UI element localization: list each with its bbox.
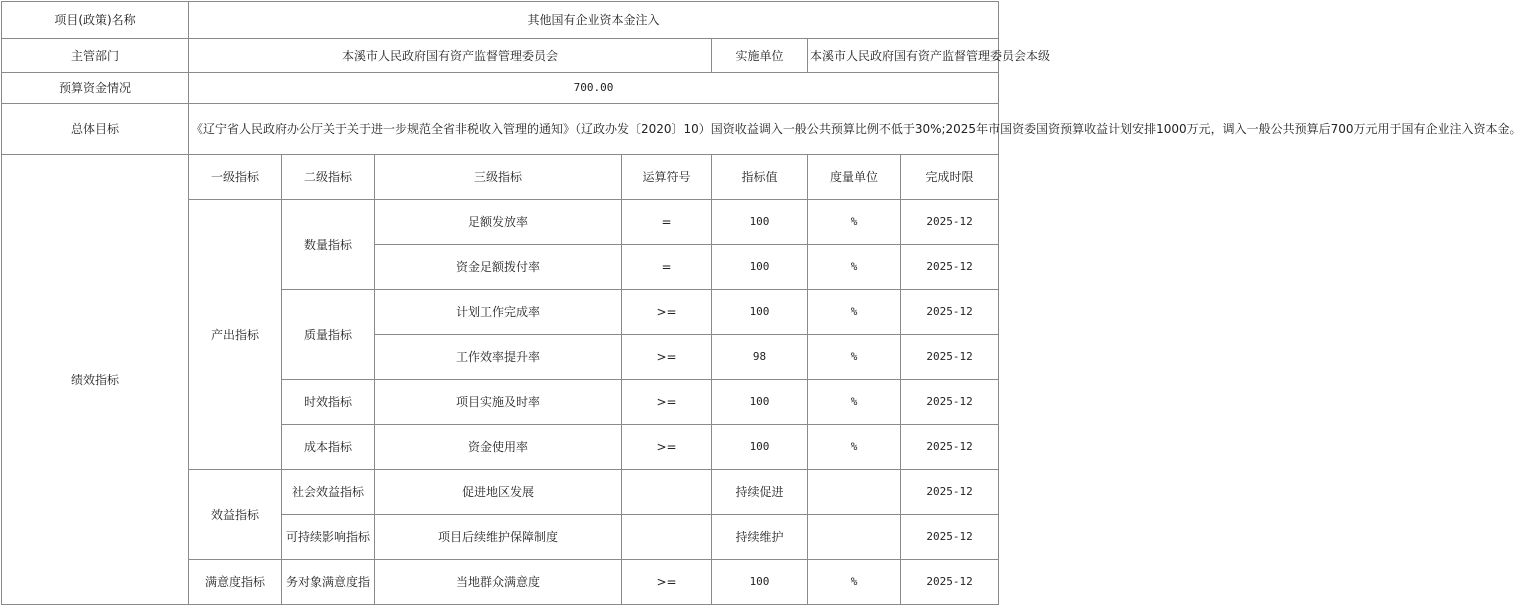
deadline-cell: 2025-12	[901, 290, 999, 335]
l3-cell: 资金使用率	[375, 425, 622, 470]
l3-cell: 工作效率提升率	[375, 335, 622, 380]
col-header-value: 指标值	[712, 155, 808, 200]
value-cell: 持续维护	[712, 515, 808, 560]
deadline-cell: 2025-12	[901, 515, 999, 560]
deadline-cell: 2025-12	[901, 425, 999, 470]
dept-label: 主管部门	[2, 39, 189, 73]
unit-cell: %	[808, 425, 901, 470]
value-cell: 100	[712, 200, 808, 245]
operator-cell: =	[622, 200, 712, 245]
budget-row	[2, 73, 999, 104]
subgroup-social: 社会效益指标	[282, 470, 375, 515]
value-cell: 持续促进	[712, 470, 808, 515]
project-name-value: 其他国有企业资本金注入	[189, 2, 999, 39]
budget-value: 700.00	[189, 73, 999, 104]
operator-cell: >=	[622, 425, 712, 470]
operator-cell	[622, 470, 712, 515]
deadline-cell: 2025-12	[901, 245, 999, 290]
budget-label: 预算资金情况	[2, 73, 189, 104]
value-cell: 100	[712, 245, 808, 290]
unit-cell: %	[808, 245, 901, 290]
col-header-l1: 一级指标	[189, 155, 282, 200]
unit-cell: %	[808, 560, 901, 605]
group-benefit: 效益指标	[189, 470, 282, 560]
subgroup-cost: 成本指标	[282, 425, 375, 470]
unit-cell: %	[808, 290, 901, 335]
l3-cell: 项目实施及时率	[375, 380, 622, 425]
goal-label: 总体目标	[2, 104, 189, 155]
performance-table	[1, 1, 1522, 605]
l3-cell: 当地群众满意度	[375, 560, 622, 605]
value-cell: 100	[712, 425, 808, 470]
l3-cell: 资金足额拨付率	[375, 245, 622, 290]
perf-header-row	[2, 155, 999, 200]
unit-cell	[808, 515, 901, 560]
subgroup-sustainability: 可持续影响指标	[282, 515, 375, 560]
impl-unit-label: 实施单位	[712, 39, 808, 73]
operator-cell: >=	[622, 380, 712, 425]
col-header-operator: 运算符号	[622, 155, 712, 200]
impl-unit-value: 本溪市人民政府国有资产监督管理委员会本级	[808, 39, 999, 73]
l3-cell: 项目后续维护保障制度	[375, 515, 622, 560]
col-header-deadline: 完成时限	[901, 155, 999, 200]
operator-cell: =	[622, 245, 712, 290]
subgroup-quality: 质量指标	[282, 290, 375, 380]
l3-cell: 计划工作完成率	[375, 290, 622, 335]
value-cell: 98	[712, 335, 808, 380]
goal-value: 《辽宁省人民政府办公厅关于关于进一步规范全省非税收入管理的通知》（辽政办发〔2020〕10）国资收益调入一般公共预算比例不低于30%;2025年市国资委国资预算收益计划安排1000万元，调入一般公共预算后700万元用于国有企业注入资本金。	[189, 104, 999, 155]
project-name-row	[2, 2, 999, 39]
operator-cell: >=	[622, 290, 712, 335]
unit-cell: %	[808, 380, 901, 425]
deadline-cell: 2025-12	[901, 560, 999, 605]
subgroup-quantity: 数量指标	[282, 200, 375, 290]
value-cell: 100	[712, 290, 808, 335]
col-header-l3: 三级指标	[375, 155, 622, 200]
group-output: 产出指标	[189, 200, 282, 470]
subgroup-timeliness: 时效指标	[282, 380, 375, 425]
perf-section-label: 绩效指标	[2, 155, 189, 605]
operator-cell: >=	[622, 560, 712, 605]
col-header-unit: 度量单位	[808, 155, 901, 200]
value-cell: 100	[712, 380, 808, 425]
project-name-label: 项目(政策)名称	[2, 2, 189, 39]
l3-cell: 足额发放率	[375, 200, 622, 245]
value-cell: 100	[712, 560, 808, 605]
operator-cell	[622, 515, 712, 560]
l3-cell: 促进地区发展	[375, 470, 622, 515]
deadline-cell: 2025-12	[901, 380, 999, 425]
unit-cell	[808, 470, 901, 515]
deadline-cell: 2025-12	[901, 335, 999, 380]
operator-cell: >=	[622, 335, 712, 380]
department-row	[2, 39, 999, 73]
subgroup-service-satisfaction: 务对象满意度指	[282, 560, 375, 605]
group-satisfaction: 满意度指标	[189, 560, 282, 605]
deadline-cell: 2025-12	[901, 470, 999, 515]
dept-value: 本溪市人民政府国有资产监督管理委员会	[189, 39, 712, 73]
col-header-l2: 二级指标	[282, 155, 375, 200]
unit-cell: %	[808, 200, 901, 245]
deadline-cell: 2025-12	[901, 200, 999, 245]
goal-row	[2, 104, 999, 155]
unit-cell: %	[808, 335, 901, 380]
